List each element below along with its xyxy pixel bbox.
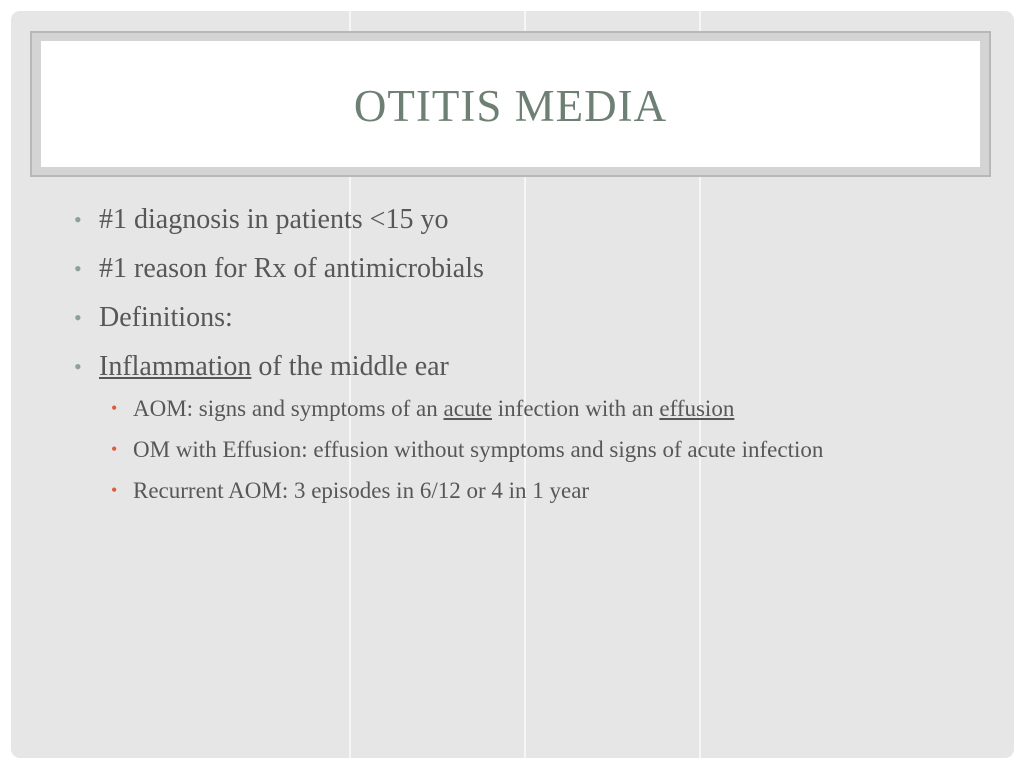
bullet-icon: • (74, 207, 82, 232)
sub-bullet-text: Recurrent AOM: 3 episodes in 6/12 or 4 in 1 year (133, 478, 590, 503)
sub-bullet-text: AOM: signs and symptoms of an (133, 396, 444, 421)
underlined-term: acute (443, 396, 493, 421)
sub-bullet-icon: • (111, 439, 118, 459)
title-frame (30, 31, 991, 177)
underlined-term: Inflammation (99, 351, 252, 382)
bullet-text: #1 diagnosis in patients <15 yo (99, 204, 449, 235)
bullet-item (71, 350, 951, 384)
bullet-item (71, 301, 951, 335)
sub-bullet-icon: • (111, 398, 118, 418)
bullet-text: Definitions: (99, 302, 233, 333)
bullet-item (71, 252, 951, 286)
bullet-icon: • (74, 256, 82, 281)
sub-bullet-text: OM with Effusion: effusion without symptoms and signs of acute infection (133, 437, 824, 462)
bullet-text: of the middle ear (251, 351, 449, 382)
sub-bullet-text: infection with an (492, 396, 660, 421)
bullet-icon: • (74, 354, 82, 379)
bullet-item (71, 203, 951, 237)
sub-bullet-item (71, 392, 951, 425)
bullet-list (71, 203, 951, 515)
underlined-term: effusion (659, 396, 735, 421)
bullet-icon: • (74, 305, 82, 330)
slide-title: OTITIS MEDIA (353, 81, 668, 131)
slide (11, 11, 1014, 758)
sub-bullet-icon: • (111, 480, 118, 500)
sub-bullet-item (71, 474, 951, 507)
title-box (41, 41, 980, 167)
bullet-text: #1 reason for Rx of antimicrobials (99, 253, 484, 284)
sub-bullet-item (71, 433, 893, 466)
